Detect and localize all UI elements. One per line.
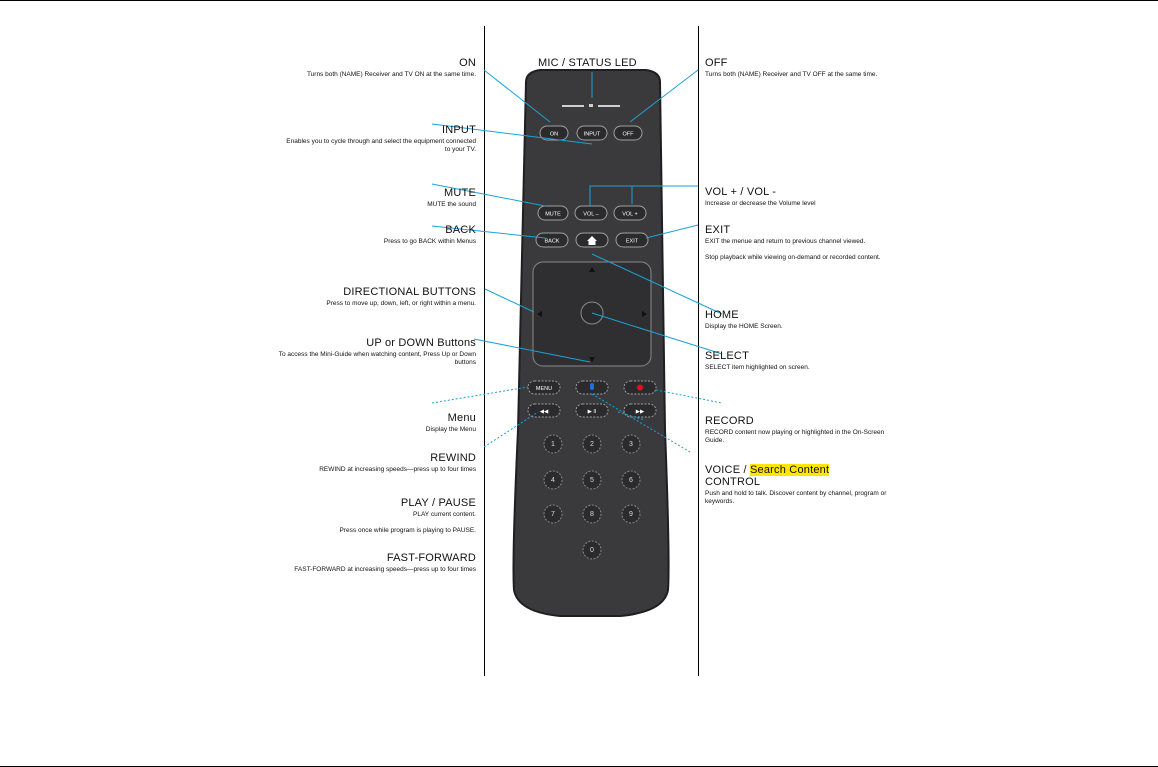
vol-minus-button[interactable] xyxy=(575,206,607,220)
leader-record xyxy=(656,390,722,403)
svg-text:▶▶: ▶▶ xyxy=(635,409,645,415)
digit-key-2[interactable] xyxy=(583,435,601,453)
svg-text:▶ II: ▶ II xyxy=(587,409,597,415)
label-exit: EXIT EXIT the menue and return to previous channel viewed. Stop playback while viewing on-demand or recorded content. xyxy=(705,224,881,261)
leader-menu xyxy=(432,387,528,403)
label-on: ON Turns both (NAME) Receiver and TV ON at the same time. xyxy=(306,57,476,78)
input-button[interactable] xyxy=(577,126,607,140)
exit-button[interactable] xyxy=(616,233,648,247)
label-back: BACK Press to go BACK within Menus xyxy=(383,224,476,245)
svg-text:0: 0 xyxy=(590,547,594,554)
label-voice: VOICE / Search Content CONTROL Push and hold to talk. Discover content by channel, program or keywords. xyxy=(705,464,887,505)
svg-text:7: 7 xyxy=(551,511,555,518)
svg-text:2: 2 xyxy=(590,441,594,448)
digit-key-1[interactable] xyxy=(544,435,562,453)
status-led-right xyxy=(598,105,620,107)
svg-text:MENU: MENU xyxy=(535,386,553,392)
svg-text:VOL +: VOL + xyxy=(622,211,638,218)
svg-text:6: 6 xyxy=(629,477,633,484)
status-led-center xyxy=(589,104,593,107)
digit-key-6[interactable] xyxy=(622,471,640,489)
label-fast-forward: FAST-FORWARD FAST-FORWARD at increasing speeds—press up to four times xyxy=(294,552,476,573)
status-led-left xyxy=(562,105,584,107)
svg-text:VOL –: VOL – xyxy=(583,211,599,218)
record-button[interactable] xyxy=(624,381,656,394)
label-mic-status-led: MIC / STATUS LED xyxy=(538,57,637,69)
play-pause-button[interactable] xyxy=(576,404,608,417)
off-button[interactable] xyxy=(614,126,642,140)
svg-text:5: 5 xyxy=(590,477,594,484)
label-off: OFF Turns both (NAME) Receiver and TV OFF at the same time. xyxy=(705,57,878,78)
home-button[interactable] xyxy=(576,233,608,247)
digit-key-3[interactable] xyxy=(622,435,640,453)
label-record: RECORD RECORD content now playing or highlighted in the On-Screen Guide. xyxy=(705,415,885,444)
svg-text:3: 3 xyxy=(629,441,633,448)
digit-key-5[interactable] xyxy=(583,471,601,489)
svg-text:OFF: OFF xyxy=(622,131,634,138)
rewind-button[interactable] xyxy=(528,404,560,417)
svg-text:MUTE: MUTE xyxy=(545,211,561,218)
label-mute: MUTE MUTE the sound xyxy=(427,187,476,208)
label-menu: Menu Display the Menu xyxy=(425,412,476,433)
label-select: SELECT SELECT item highlighted on screen. xyxy=(705,350,810,371)
label-play-pause: PLAY / PAUSE PLAY current content. Press once while program is playing to PAUSE. xyxy=(339,497,476,534)
record-icon xyxy=(637,385,643,391)
label-input: INPUT Enables you to cycle through and select the equipment connected to your TV. xyxy=(286,124,476,153)
voice-button[interactable] xyxy=(576,381,608,394)
vol-plus-button[interactable] xyxy=(614,206,646,220)
digit-key-9[interactable] xyxy=(622,505,640,523)
svg-text:8: 8 xyxy=(590,511,594,518)
svg-text:ON: ON xyxy=(549,131,559,138)
label-vol: VOL + / VOL - Increase or decrease the Volume level xyxy=(705,186,816,207)
microphone-icon xyxy=(590,383,594,390)
svg-text:4: 4 xyxy=(551,477,555,484)
label-home: HOME Display the HOME Screen. xyxy=(705,309,783,330)
digit-key-4[interactable] xyxy=(544,471,562,489)
digit-key-0[interactable] xyxy=(583,541,601,559)
svg-text:1: 1 xyxy=(551,441,555,448)
fast-forward-button[interactable] xyxy=(624,404,656,417)
search-content-highlight: Search Content xyxy=(750,464,830,476)
digit-key-8[interactable] xyxy=(583,505,601,523)
mute-button[interactable] xyxy=(538,206,568,220)
label-updown: UP or DOWN Buttons To access the Mini-Guide when watching content, Press Up or Down buttons xyxy=(278,337,476,366)
svg-text:BACK: BACK xyxy=(544,238,560,245)
back-button[interactable] xyxy=(536,233,568,247)
svg-text:9: 9 xyxy=(629,511,633,518)
label-directional: DIRECTIONAL BUTTONS Press to move up, down, left, or right within a menu. xyxy=(326,286,476,307)
digit-key-7[interactable] xyxy=(544,505,562,523)
svg-text:EXIT: EXIT xyxy=(625,238,639,245)
menu-button[interactable] xyxy=(528,381,560,394)
svg-text:INPUT: INPUT xyxy=(583,131,601,138)
svg-text:◀◀: ◀◀ xyxy=(539,409,549,415)
label-rewind: REWIND REWIND at increasing speeds—press up to four times xyxy=(319,452,476,473)
